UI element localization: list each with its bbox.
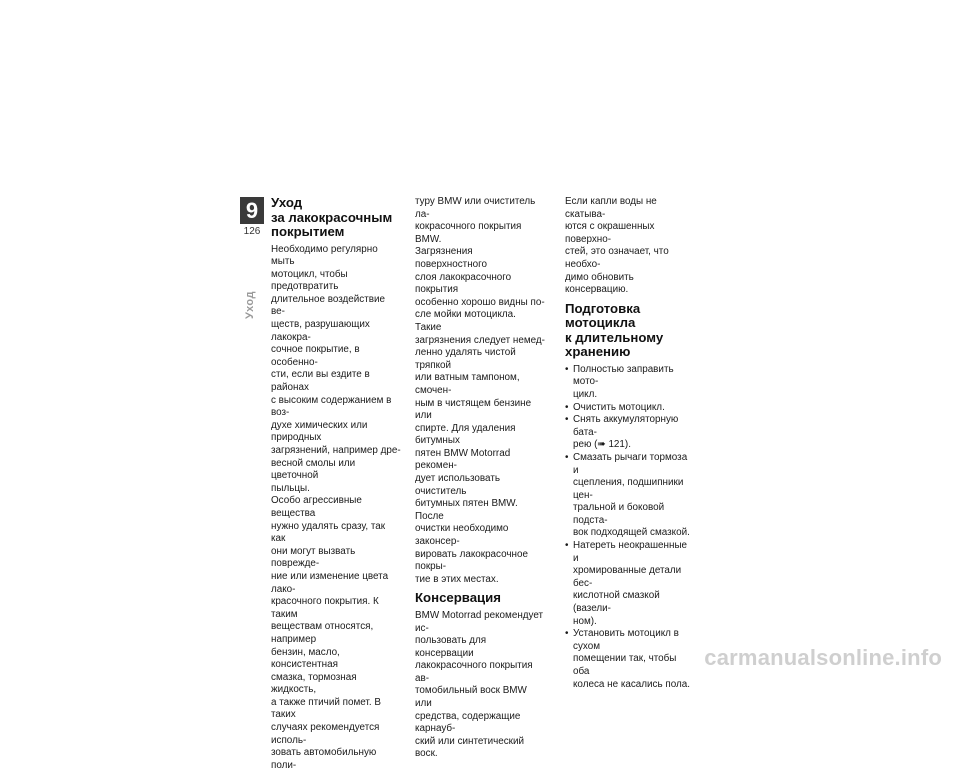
bullet-icon: •: [565, 363, 569, 375]
heading-line: Консервация: [415, 590, 501, 606]
paragraph: Особо агрессивные вещества нужно удалять сразу, так как они могут вызвать поврежде- ние или изменение цвета лако- красочного покрытия. К таким веществам относятся, например бензин, масло, консистентная смазка, тормозная жидкость, а также птичий помет. В таких случаях рекомендуется исполь- зовать автомобильную поли-: [271, 495, 389, 771]
section-heading-storage-preparation: [565, 302, 695, 360]
heading-line: за лакокрасочным: [271, 209, 393, 225]
heading-line: Уход: [271, 195, 303, 210]
list-item: [565, 414, 695, 452]
column-2: [415, 196, 545, 761]
chapter-number-badge: 9: [240, 197, 264, 224]
column-3: [565, 196, 695, 691]
bullet-icon: •: [565, 401, 569, 413]
paragraph: BMW Motorrad рекомендует ис- пользовать для консервации лакокрасочного покрытия ав- томобильный воск BMW или средства, содержащие карнауб- ский или синтетический воск.: [415, 609, 544, 760]
list-item: [565, 452, 695, 540]
list-item-text: Смазать рычаги тормоза и сцепления, подшипники цен- тральной и боковой подста- вок подходящей смазкой.: [573, 451, 690, 539]
bullet-icon: •: [565, 628, 569, 640]
heading-line: к длительному: [565, 329, 664, 345]
heading-line: Подготовка мотоцикла: [565, 300, 641, 331]
bullet-icon: •: [565, 451, 569, 463]
paragraph: туру BMW или очиститель ла- кокрасочного покрытия BMW. Загрязнения поверхностного слоя лакокрасочного покрытия особенно хорошо видны по- сле мойки мотоцикла. Такие загрязнения следует немед- ленно удалять чистой тряпкой или ватным тампоном, смочен- ным в чистящем бензине или спирте. Для удаления битумных пятен BMW Motorrad рекомен- дует использовать очиститель битумных пятен BMW. После очистки необходимо законсер- вировать лакокрасочное покры- тие в этих местах.: [415, 196, 545, 585]
list-item: [565, 540, 695, 628]
list-item-text: Очистить мотоцикл.: [573, 401, 665, 413]
storage-steps-list: [565, 364, 695, 691]
list-item: [565, 402, 695, 415]
section-heading-paint-care: [271, 196, 401, 240]
list-item-text: Натереть неокрашенные и хромированные детали бес- кислотной смазкой (вазели- ном).: [573, 540, 688, 627]
bullet-icon: •: [565, 540, 569, 552]
bullet-icon: •: [565, 414, 569, 426]
list-item-text: Снять аккумуляторную бата- рею (➠ 121).: [573, 414, 679, 451]
list-item: [565, 628, 695, 691]
paragraph: Если капли воды не скатыва- ются с окрашенных поверхно- стей, это означает, что необхо- димо обновить консервацию.: [565, 196, 669, 296]
heading-line: покрытием: [271, 224, 345, 239]
heading-line: хранению: [565, 344, 631, 360]
list-item: [565, 364, 695, 402]
page-number: 126: [243, 226, 261, 237]
chapter-side-label: Уход: [244, 291, 256, 319]
column-1: [271, 196, 401, 772]
list-item-text: Установить мотоцикл в сухом помещении так, чтобы оба колеса не касались пола.: [573, 628, 691, 690]
site-watermark: carmanualsonline.info: [704, 645, 942, 670]
paragraph: Необходимо регулярно мыть мотоцикл, чтобы предотвратить длительное воздействие ве- ществ, разрушающих лакокра- сочное покрытие, в особенно- сти, если вы ездите в районах с высоким содержанием в воз- духе химических или природных загрязнений, например дре- весной смолы или цветочной пыльцы.: [271, 243, 401, 494]
list-item-text: Полностью заправить мото- цикл.: [573, 363, 674, 400]
section-heading-preservation: [415, 591, 545, 606]
